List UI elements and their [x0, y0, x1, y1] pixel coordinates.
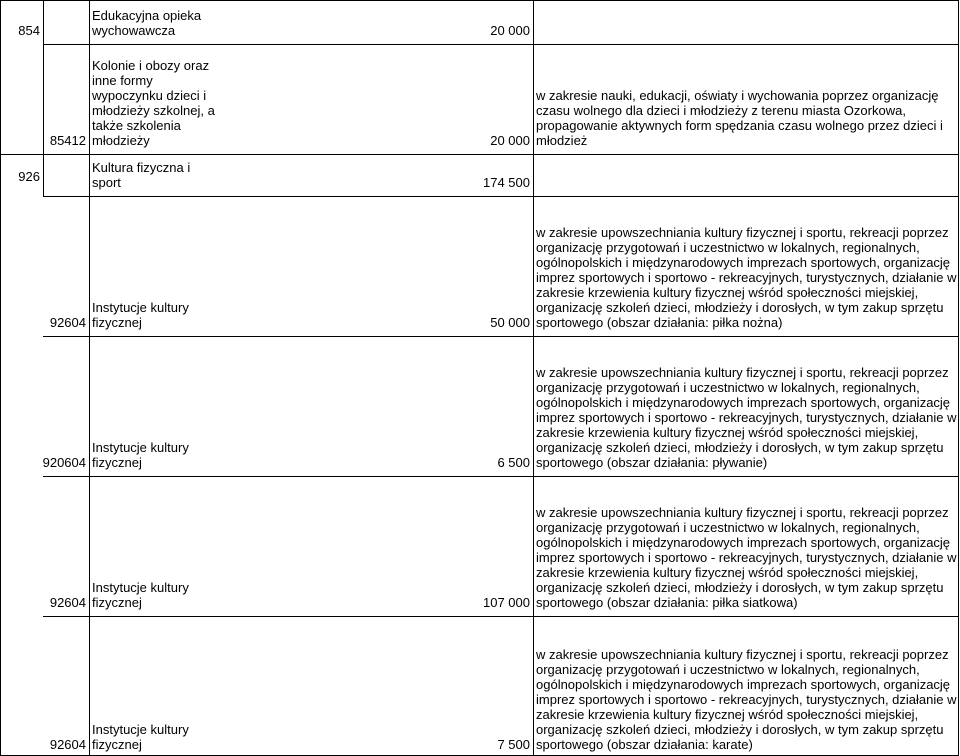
- row-code: 92604: [49, 737, 86, 752]
- row-name: Instytucje kultury fizycznej: [92, 722, 189, 752]
- row-amount: 50 000: [490, 315, 530, 330]
- row-code: 92604: [49, 315, 86, 330]
- row-divider: [43, 476, 959, 477]
- row-divider: [43, 336, 959, 337]
- row-divider: [0, 0, 959, 1]
- row-description: w zakresie upowszechniania kultury fizycznej i sportu, rekreacji poprzez organizację przygotowań i uczestnictwo w lokalnych, regionalnych, ogólnopolskich i międzynarodowych imprezach sportowych, organizację imprez sportowych i sportowo - rekreacyjnych, turystycznych, działanie w zakresie krzewienia kultury fizycznej wśród społeczności miejskiej, organizację szkoleń dzieci, młodzieży i dorosłych, w tym zakup sprzętu sportowego (obszar działania: pływanie): [536, 365, 957, 470]
- column-divider: [533, 0, 534, 756]
- column-divider: [958, 0, 959, 756]
- column-divider: [0, 0, 1, 756]
- row-name: Edukacyjna opieka wychowawcza: [92, 8, 202, 38]
- row-name: Instytucje kultury fizycznej: [92, 580, 189, 610]
- row-code: 92604: [49, 595, 86, 610]
- row-amount: 174 500: [483, 175, 530, 190]
- row-description: w zakresie nauki, edukacji, oświaty i wychowania poprzez organizację czasu wolnego dla dzieci i młodzieży z terenu miasta Ozorkowa, propagowanie aktywnych form spędzania czasu wolnego przez dzieci i młodzież: [536, 88, 943, 148]
- row-amount: 107 000: [483, 595, 530, 610]
- column-divider: [89, 0, 90, 756]
- row-description: w zakresie upowszechniania kultury fizycznej i sportu, rekreacji poprzez organizację przygotowań i uczestnictwo w lokalnych, regionalnych, ogólnopolskich i międzynarodowych imprezach sportowych, organizację imprez sportowych i sportowo - rekreacyjnych, turystycznych, działanie w zakresie krzewienia kultury fizycznej wśród społeczności miejskiej, organizację szkoleń dzieci, młodzieży i dorosłych, w tym zakup sprzętu sportowego (obszar działania: piłka siatkowa): [536, 505, 957, 610]
- row-amount: 6 500: [497, 455, 530, 470]
- row-code: 920604: [42, 455, 86, 470]
- row-code: 926: [18, 169, 40, 184]
- row-divider: [43, 44, 959, 45]
- row-description: w zakresie upowszechniania kultury fizycznej i sportu, rekreacji poprzez organizację przygotowań i uczestnictwo w lokalnych, regionalnych, ogólnopolskich i międzynarodowych imprezach sportowych, organizację imprez sportowych i sportowo - rekreacyjnych, turystycznych, działanie w zakresie krzewienia kultury fizycznej wśród społeczności miejskiej, organizację szkoleń dzieci, młodzieży i dorosłych, w tym zakup sprzętu sportowego (obszar działania: piłka nożna): [536, 225, 957, 330]
- row-amount: 20 000: [490, 133, 530, 148]
- row-description: w zakresie upowszechniania kultury fizycznej i sportu, rekreacji poprzez organizację przygotowań i uczestnictwo w lokalnych, regionalnych, ogólnopolskich i międzynarodowych imprezach sportowych, organizację imprez sportowych i sportowo - rekreacyjnych, turystycznych, działanie w zakresie krzewienia kultury fizycznej wśród społeczności miejskiej, organizację szkoleń dzieci, młodzieży i dorosłych, w tym zakup sprzętu sportowego (obszar działania: karate): [536, 647, 957, 752]
- row-amount: 20 000: [490, 23, 530, 38]
- row-name: Instytucje kultury fizycznej: [92, 440, 189, 470]
- row-code: 85412: [49, 133, 86, 148]
- row-amount: 7 500: [497, 737, 530, 752]
- row-name: Kolonie i obozy oraz inne formy wypoczynku dzieci i młodzieży szkolnej, a także szkolenia młodzieży: [92, 58, 215, 148]
- row-name: Kultura fizyczna i sport: [92, 160, 191, 190]
- row-code: 854: [18, 23, 40, 38]
- column-divider: [43, 0, 44, 196]
- row-name: Instytucje kultury fizycznej: [92, 300, 189, 330]
- row-divider: [43, 616, 959, 617]
- row-divider: [0, 154, 959, 155]
- row-divider: [43, 196, 959, 197]
